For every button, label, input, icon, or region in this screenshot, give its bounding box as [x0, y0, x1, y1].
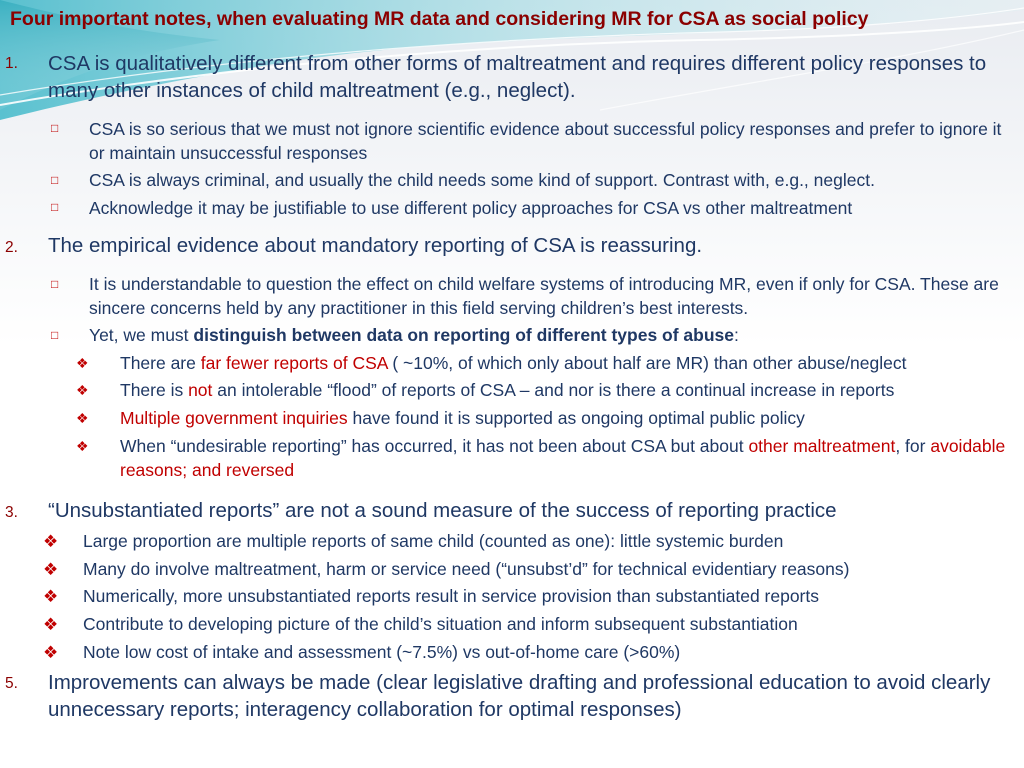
- note-3-bullet-4-icon: ❖: [43, 615, 59, 634]
- note-1-item-3: Acknowledge it may be justifiable to use different policy approaches for CSA vs other maltreatment: [89, 198, 853, 218]
- note-2-item-1: It is understandable to question the effect on child welfare systems of introducing MR, even if only for CSA. These are sincere concerns held by any practitioner in this field serving children’s best interests.: [89, 274, 999, 318]
- slide-title: Four important notes, when evaluating MR data and considering MR for CSA as social policy: [10, 8, 869, 30]
- note-3-bullet-1-icon: ❖: [43, 532, 59, 551]
- note-3-item-2: Many do involve maltreatment, harm or service need (“unsubst’d” for technical evidentiary reasons): [83, 559, 850, 579]
- note-2-bullet-2-icon: □: [51, 328, 59, 342]
- note-3-bullet-5-icon: ❖: [43, 643, 59, 662]
- note-3-item-4: Contribute to developing picture of the child’s situation and inform subsequent substantiation: [83, 614, 798, 634]
- note-3-item-3: Numerically, more unsubstantiated reports result in service provision than substantiated reports: [83, 586, 819, 606]
- note-3-heading: “Unsubstantiated reports” are not a sound measure of the success of reporting practice: [48, 499, 837, 522]
- note-2-bullet-1-icon: □: [51, 277, 59, 291]
- note-2-number: 2.: [5, 239, 18, 256]
- note-1-bullet-3-icon: □: [51, 200, 59, 214]
- note-1-bullet-1-icon: □: [51, 121, 59, 135]
- note-1-item-1: CSA is so serious that we must not ignore scientific evidence about successful policy responses and prefer to ignore it or maintain unsuccessful responses: [89, 119, 1002, 163]
- note-5-heading: Improvements can always be made (clear legislative drafting and professional education to avoid clearly unnecessary reports; interagency collaboration for optimal responses): [48, 671, 991, 721]
- note-2-sub-4-icon: ❖: [76, 438, 89, 454]
- note-2-sub-3-icon: ❖: [76, 410, 89, 426]
- note-3-number: 3.: [5, 504, 18, 521]
- note-1-number: 1.: [5, 55, 18, 72]
- note-2-sub-2-icon: ❖: [76, 382, 89, 398]
- note-1-heading: CSA is qualitatively different from other forms of maltreatment and requires different policy responses to many other instances of child maltreatment (e.g., neglect).: [48, 52, 987, 102]
- note-2-sub-1: There are far fewer reports of CSA ( ~10%, of which only about half are MR) than other abuse/neglect: [120, 353, 907, 373]
- note-2-heading: The empirical evidence about mandatory reporting of CSA is reassuring.: [48, 234, 703, 257]
- note-2-sub-2: There is not an intolerable “flood” of reports of CSA – and nor is there a continual increase in reports: [120, 380, 895, 400]
- note-1-bullet-2-icon: □: [51, 173, 59, 187]
- note-3-item-5: Note low cost of intake and assessment (~7.5%) vs out-of-home care (>60%): [83, 642, 681, 662]
- note-2-sub-1-icon: ❖: [76, 355, 89, 371]
- note-5-number: 5.: [5, 675, 18, 692]
- note-3-bullet-2-icon: ❖: [43, 560, 59, 579]
- note-3-item-1: Large proportion are multiple reports of same child (counted as one): little systemic burden: [83, 531, 784, 551]
- note-2-item-2: Yet, we must distinguish between data on reporting of different types of abuse:: [89, 325, 739, 345]
- note-3-bullet-3-icon: ❖: [43, 587, 59, 606]
- note-1-item-2: CSA is always criminal, and usually the child needs some kind of support. Contrast with, e.g., neglect.: [89, 170, 875, 190]
- note-2-sub-4: When “undesirable reporting” has occurred, it has not been about CSA but about other maltreatment, for avoidable reasons; and reversed: [120, 436, 1006, 480]
- note-2-sub-3: Multiple government inquiries have found it is supported as ongoing optimal public policy: [120, 408, 805, 428]
